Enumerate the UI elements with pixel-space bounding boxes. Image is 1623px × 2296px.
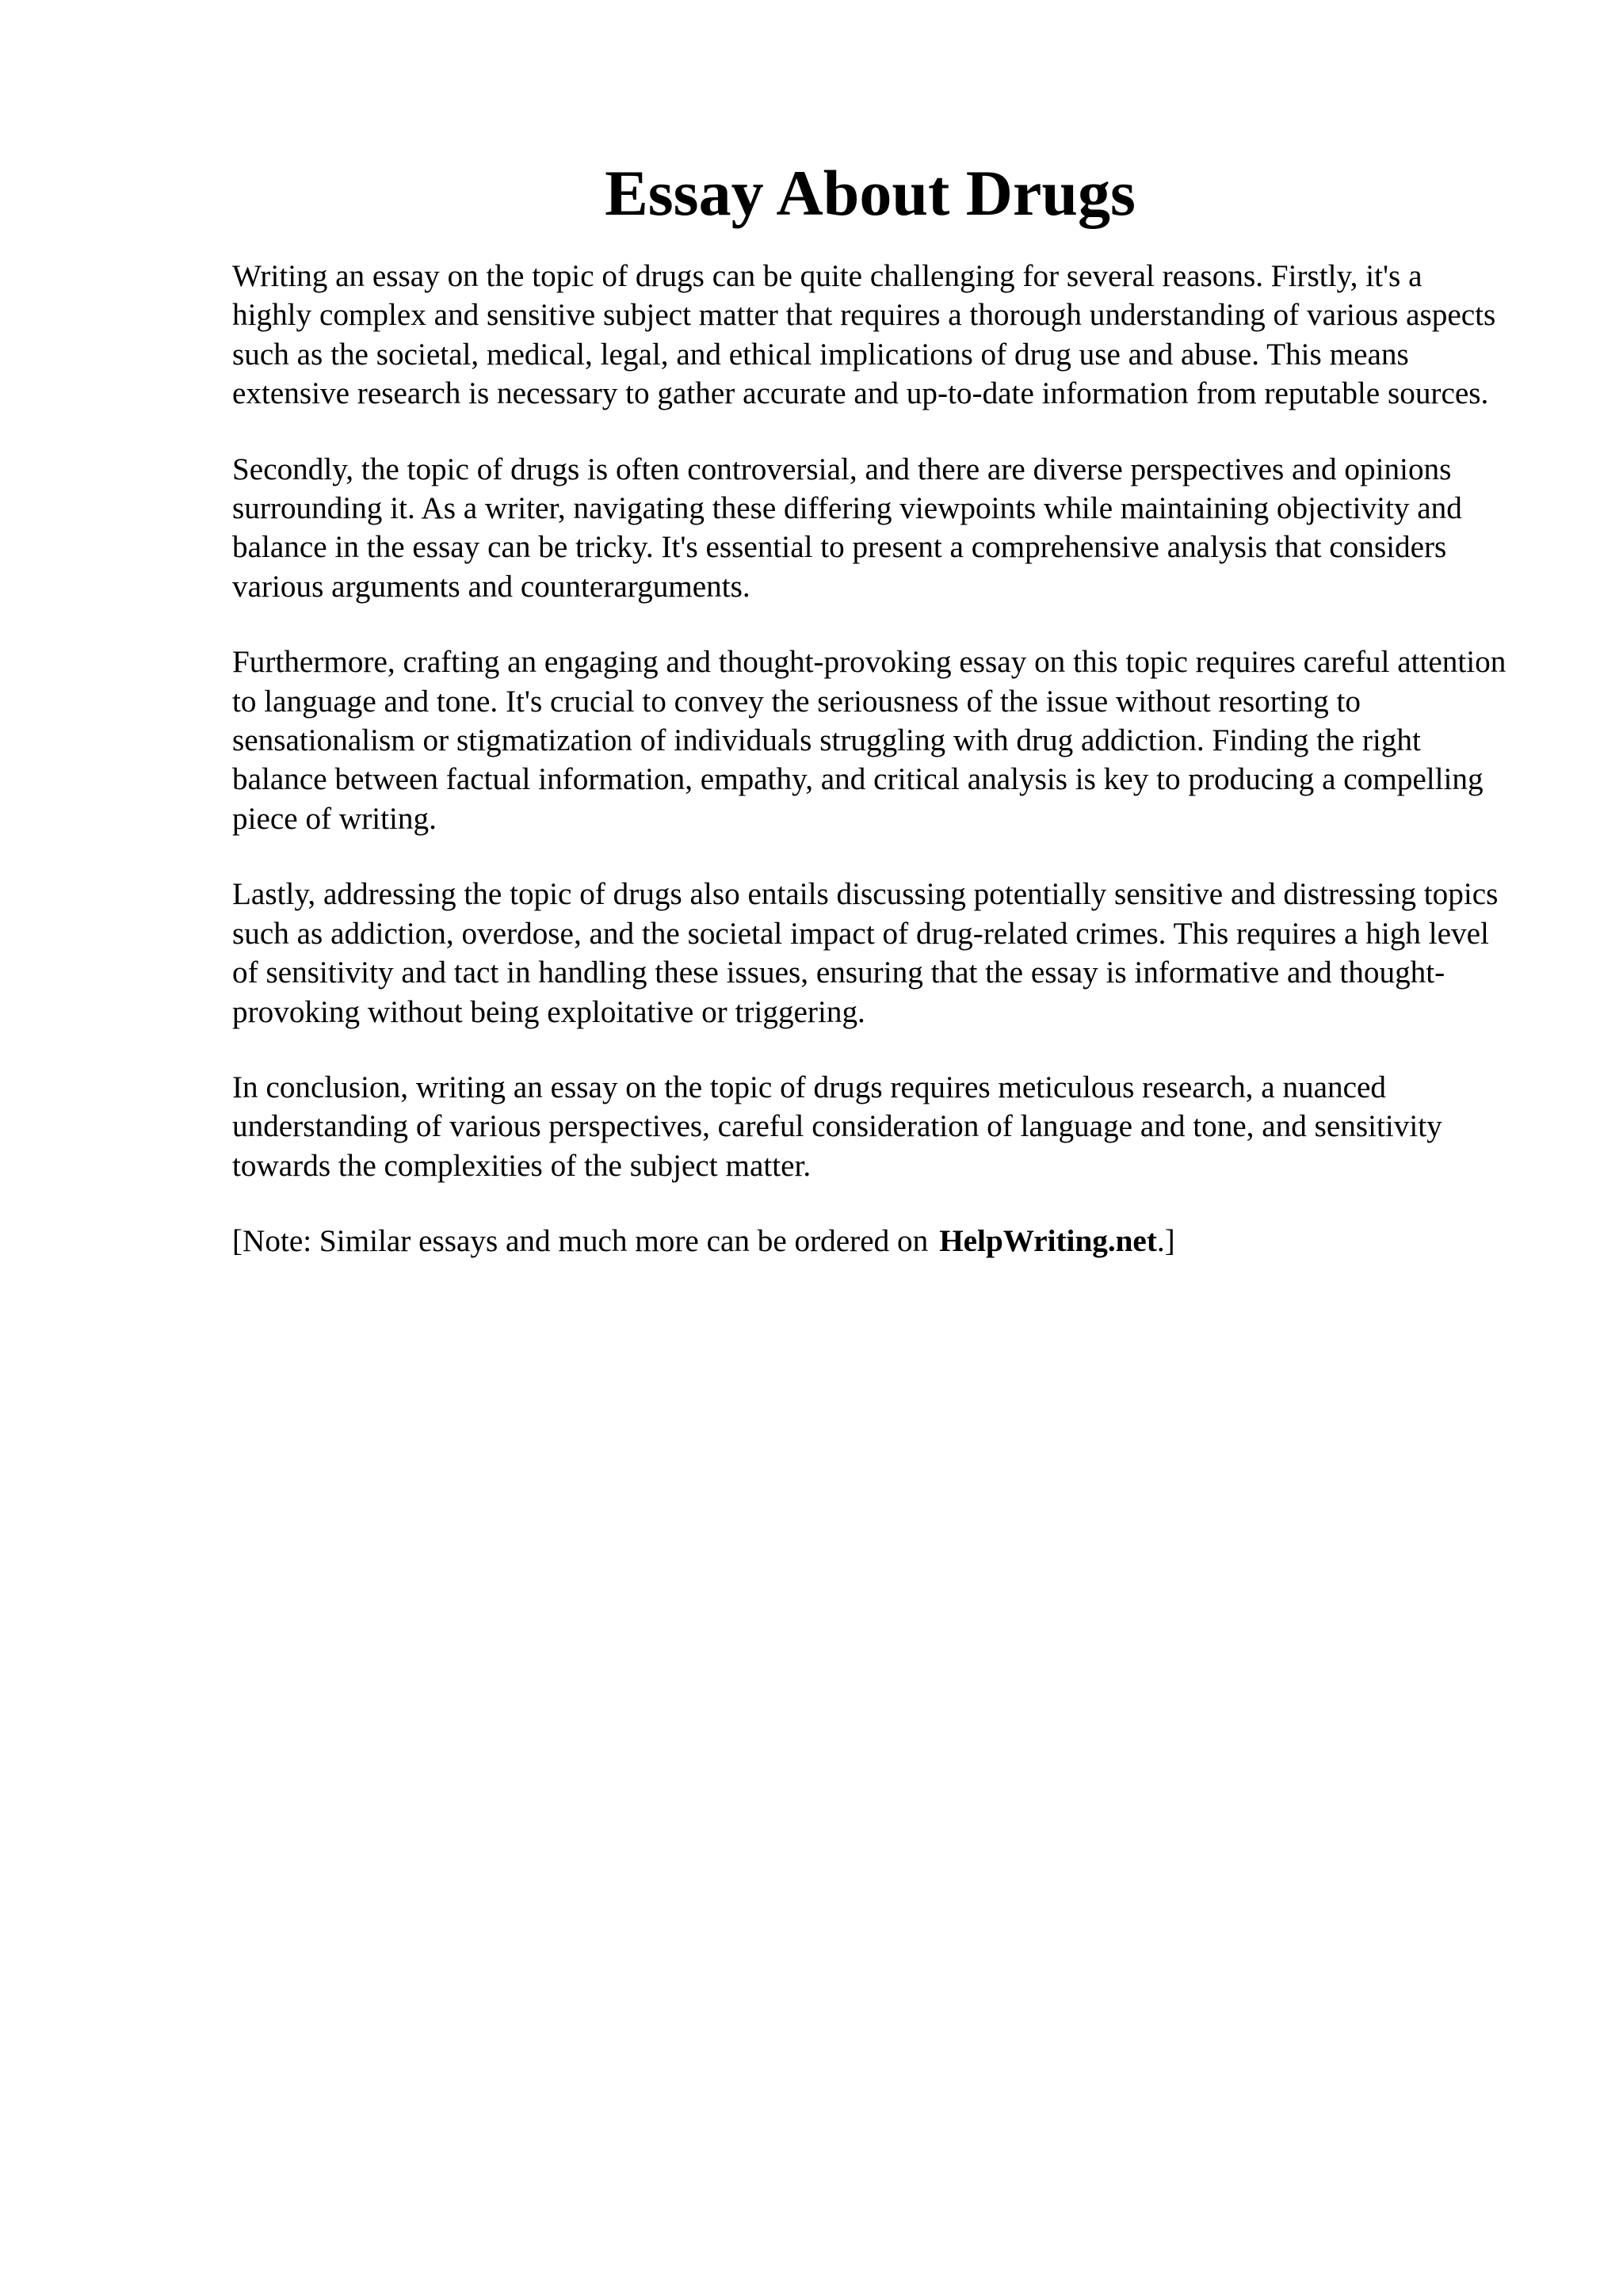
- note-paragraph: [232, 1222, 1508, 1261]
- paragraph-2: Secondly, the topic of drugs is often controversial, and there are diverse perspectives and opinions surrounding it. As a writer, navigating these differing viewpoints while maintaining objectivity and balance in the essay can be tricky. It's essential to present a comprehensive analysis that considers various arguments and counterarguments.: [232, 452, 1462, 604]
- document-content: [232, 147, 1508, 1298]
- page-title: Essay About Drugs: [605, 157, 1136, 229]
- note-suffix: .]: [1156, 1224, 1175, 1259]
- paragraph-1: Writing an essay on the topic of drugs can be quite challenging for several reasons. Firstly, it's a highly complex and sensitive subject matter that requires a thorough understanding of various aspects such as the societal, medical, legal, and ethical implications of drug use and abuse. This means extensive research is necessary to gather accurate and up-to-date information from reputable sources.: [232, 259, 1496, 411]
- paragraph-3: Furthermore, crafting an engaging and thought-provoking essay on this topic requires careful attention to language and tone. It's crucial to convey the seriousness of the issue without resorting to sensationalism or stigmatization of individuals struggling with drug addiction. Finding the right balance between factual information, empathy, and critical analysis is key to producing a compelling piece of writing.: [232, 645, 1507, 836]
- note-link[interactable]: HelpWriting.net: [939, 1224, 1157, 1259]
- paragraph-5: In conclusion, writing an essay on the topic of drugs requires meticulous research, a nuanced understanding of various perspectives, careful consideration of language and tone, and sensitivity towards the complexities of the subject matter.: [232, 1070, 1442, 1183]
- paragraph-4: Lastly, addressing the topic of drugs also entails discussing potentially sensitive and distressing topics such as addiction, overdose, and the societal impact of drug-related crimes. This requires a high level of sensitivity and tact in handling these issues, ensuring that the essay is informative and thought-provoking without being exploitative or triggering.: [232, 877, 1499, 1029]
- note-prefix: [Note: Similar essays and much more can be ordered on: [232, 1224, 929, 1259]
